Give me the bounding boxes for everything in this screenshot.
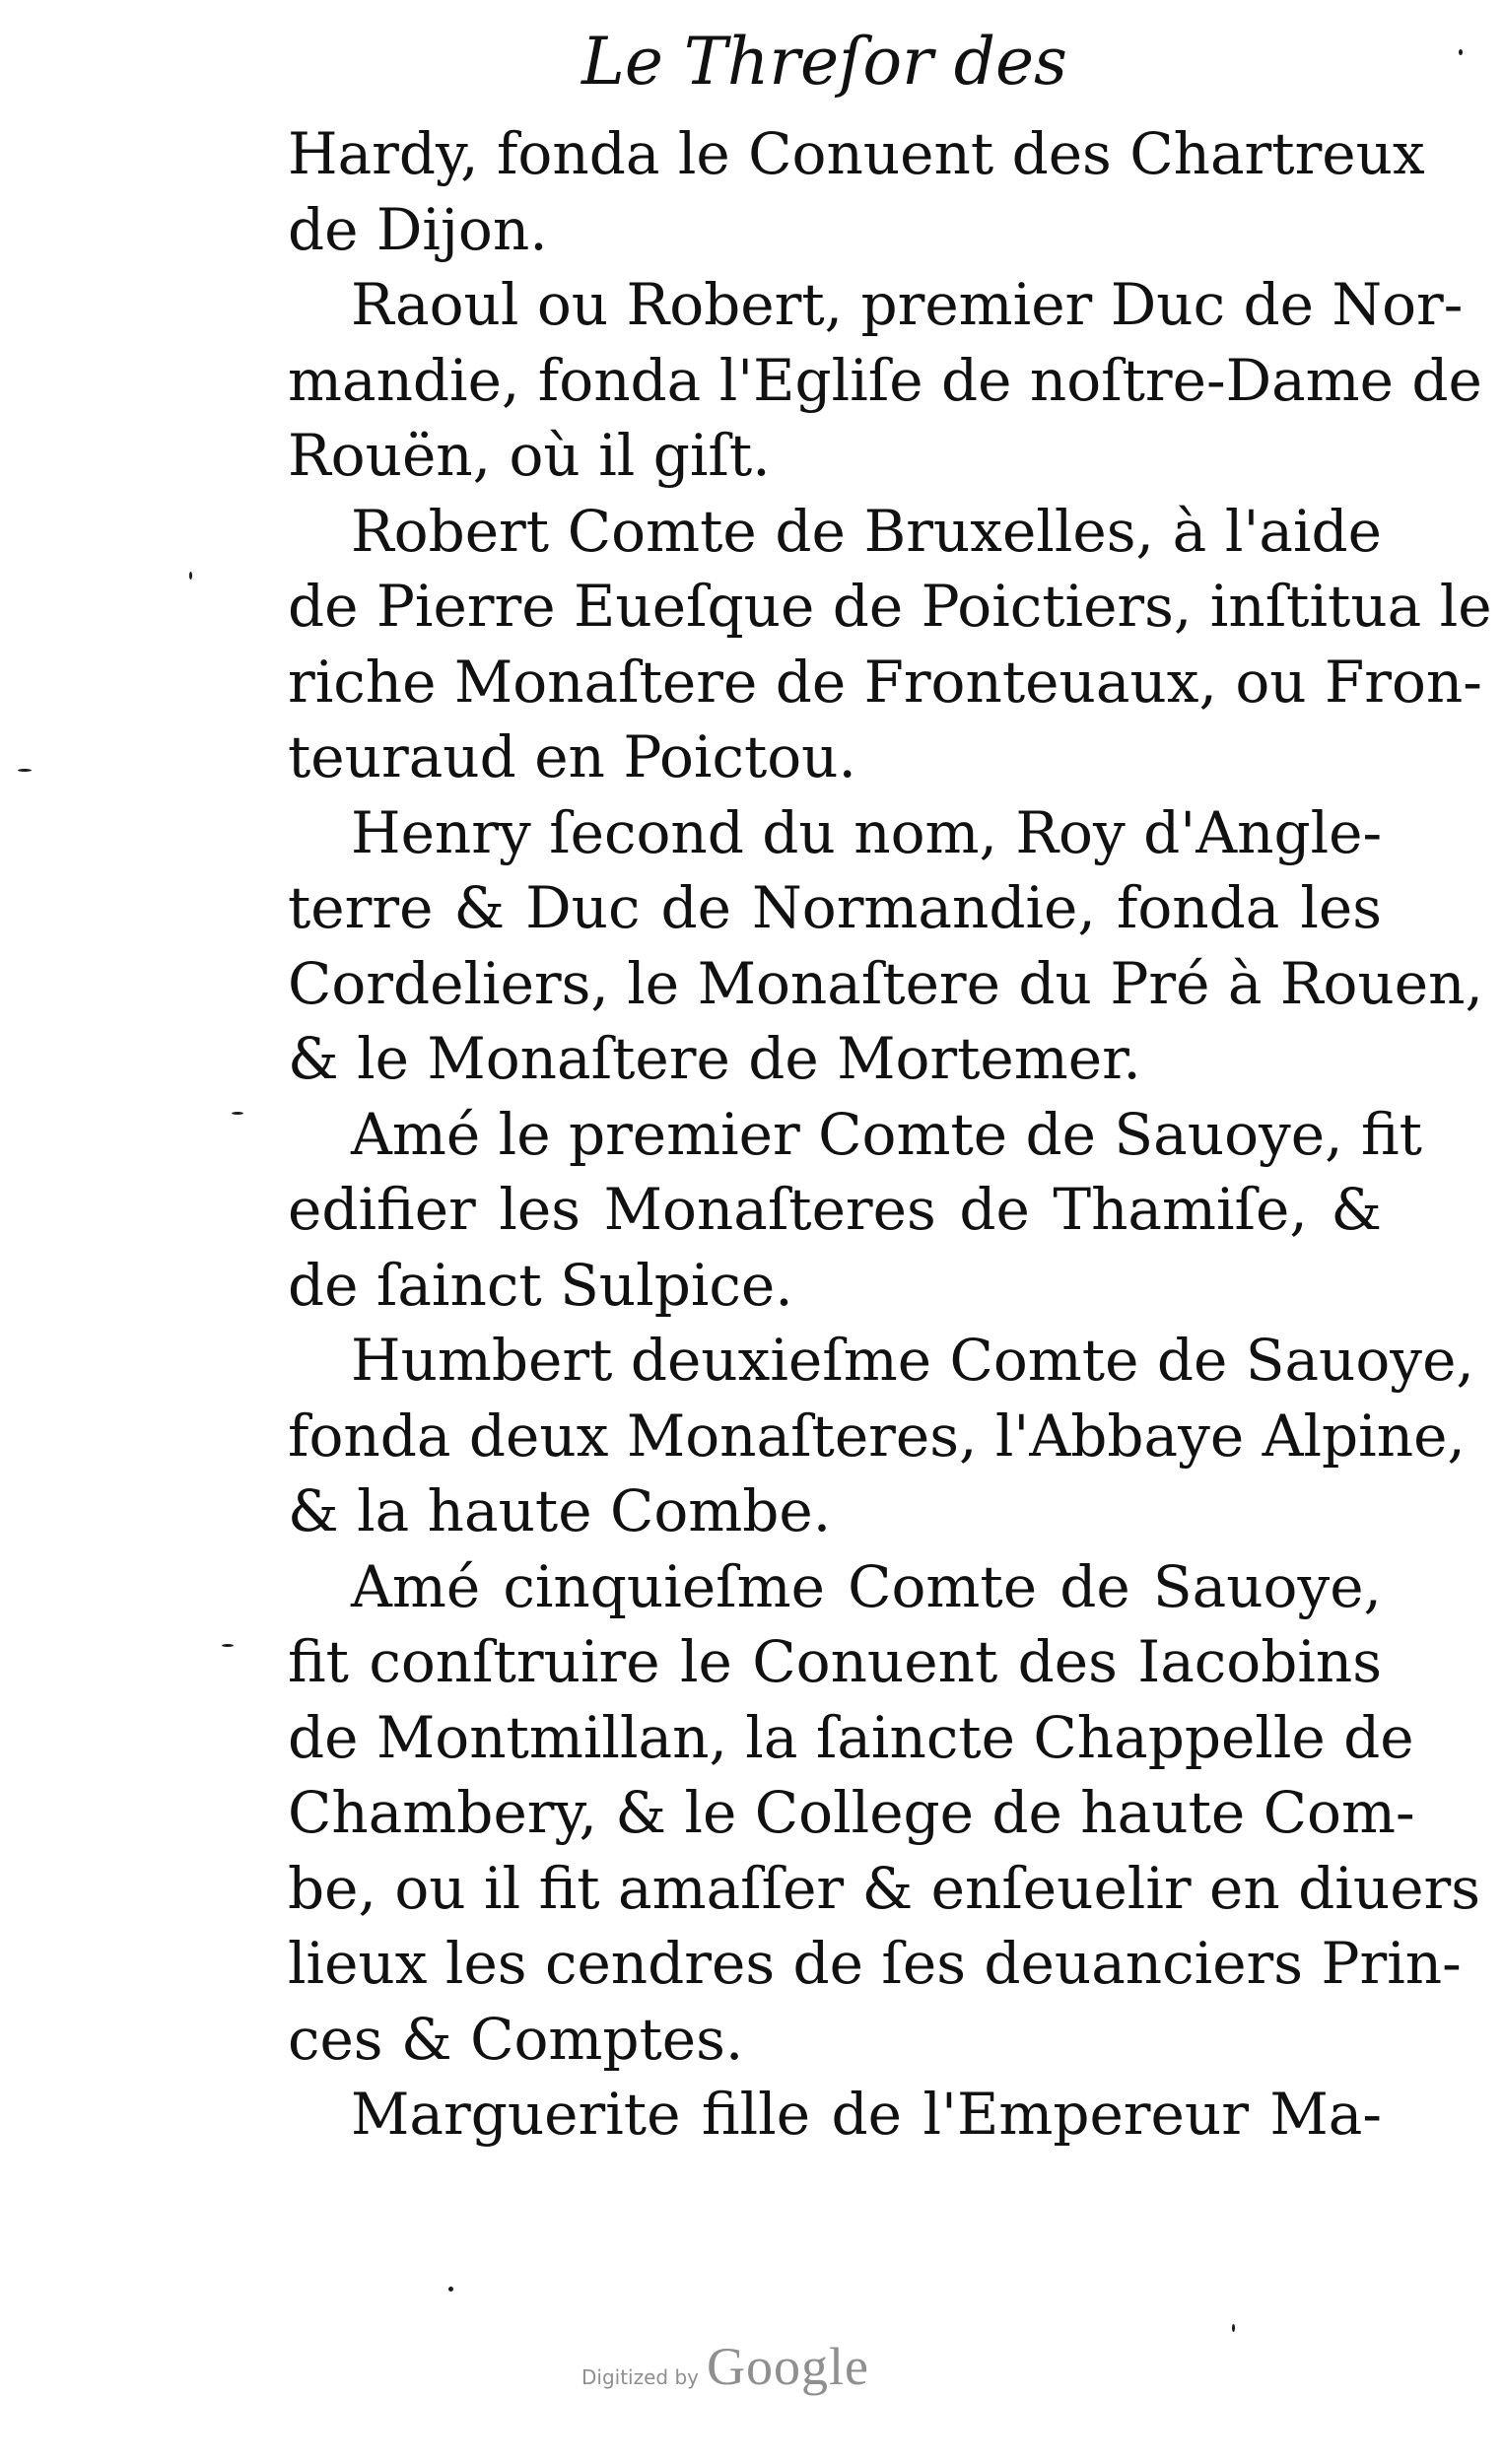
text-line: Humbert deuxieſme Comte de Sauoye, — [351, 1327, 1474, 1394]
text-line: ces & Comptes. — [288, 2005, 744, 2073]
text-line: Henry ſecond du nom, Roy d'Angle- — [351, 798, 1383, 866]
text-line: fit conſtruire le Conuent des Iacobins — [288, 1628, 1382, 1695]
text-line: de Montmillan, la ſaincte Chappelle de — [288, 1703, 1414, 1771]
text-line: edifier les Monaſteres de Thamiſe, & — [288, 1176, 1382, 1243]
digitized-label: Digitized by — [581, 2365, 699, 2389]
body-text — [288, 116, 1492, 2153]
text-line: teuraud en Poictou. — [288, 723, 856, 790]
text-line: terre & Duc de Normandie, fonda les — [288, 874, 1382, 941]
text-line: & le Monaſtere de Mortemer. — [288, 1025, 1141, 1092]
running-head: Le Threſor des — [581, 24, 1067, 100]
text-line: Robert Comte de Bruxelles, à l'aide — [351, 497, 1382, 565]
text-line: de ſainct Sulpice. — [288, 1251, 793, 1319]
google-logo: Google — [707, 2337, 869, 2396]
print-speck — [18, 769, 32, 772]
catchword-line: Marguerite fille de l'Empereur Ma- — [351, 2081, 1382, 2148]
text-line: Hardy, fonda le Conuent des Chartreux — [288, 120, 1425, 187]
text-line: riche Monaſtere de Fronteuaux, ou Fron- — [288, 648, 1482, 716]
print-speck — [1459, 49, 1463, 55]
print-speck — [448, 2287, 453, 2292]
text-line: Rouën, où il giſt. — [288, 422, 771, 489]
digitized-footer — [581, 2336, 917, 2405]
text-line: Cordeliers, le Monaſtere du Pré à Rouen, — [288, 949, 1483, 1017]
text-line: Chambery, & le College de haute Com- — [288, 1779, 1415, 1846]
text-line: Amé cinquieſme Comte de Sauoye, — [351, 1552, 1382, 1620]
print-speck — [222, 1644, 234, 1647]
text-line: de Dijon. — [288, 195, 548, 263]
text-line: be, ou il fit amaſſer & enſeuelir en diuers — [288, 1854, 1481, 1922]
print-speck — [189, 572, 192, 580]
text-line: lieux les cendres de ſes deuanciers Prin- — [288, 1930, 1462, 1997]
text-line: mandie, fonda l'Egliſe de noſtre-Dame de — [288, 346, 1482, 414]
print-speck — [232, 1112, 243, 1115]
text-line: de Pierre Eueſque de Poictiers, inſtitua le — [288, 573, 1492, 640]
text-line: & la haute Combe. — [288, 1477, 832, 1544]
print-speck — [1232, 2324, 1235, 2332]
text-line: Raoul ou Robert, premier Duc de Nor- — [351, 271, 1464, 338]
text-line: Amé le premier Comte de Sauoye, fit — [351, 1100, 1422, 1168]
text-line: fonda deux Monaſteres, l'Abbaye Alpine, — [288, 1402, 1466, 1470]
